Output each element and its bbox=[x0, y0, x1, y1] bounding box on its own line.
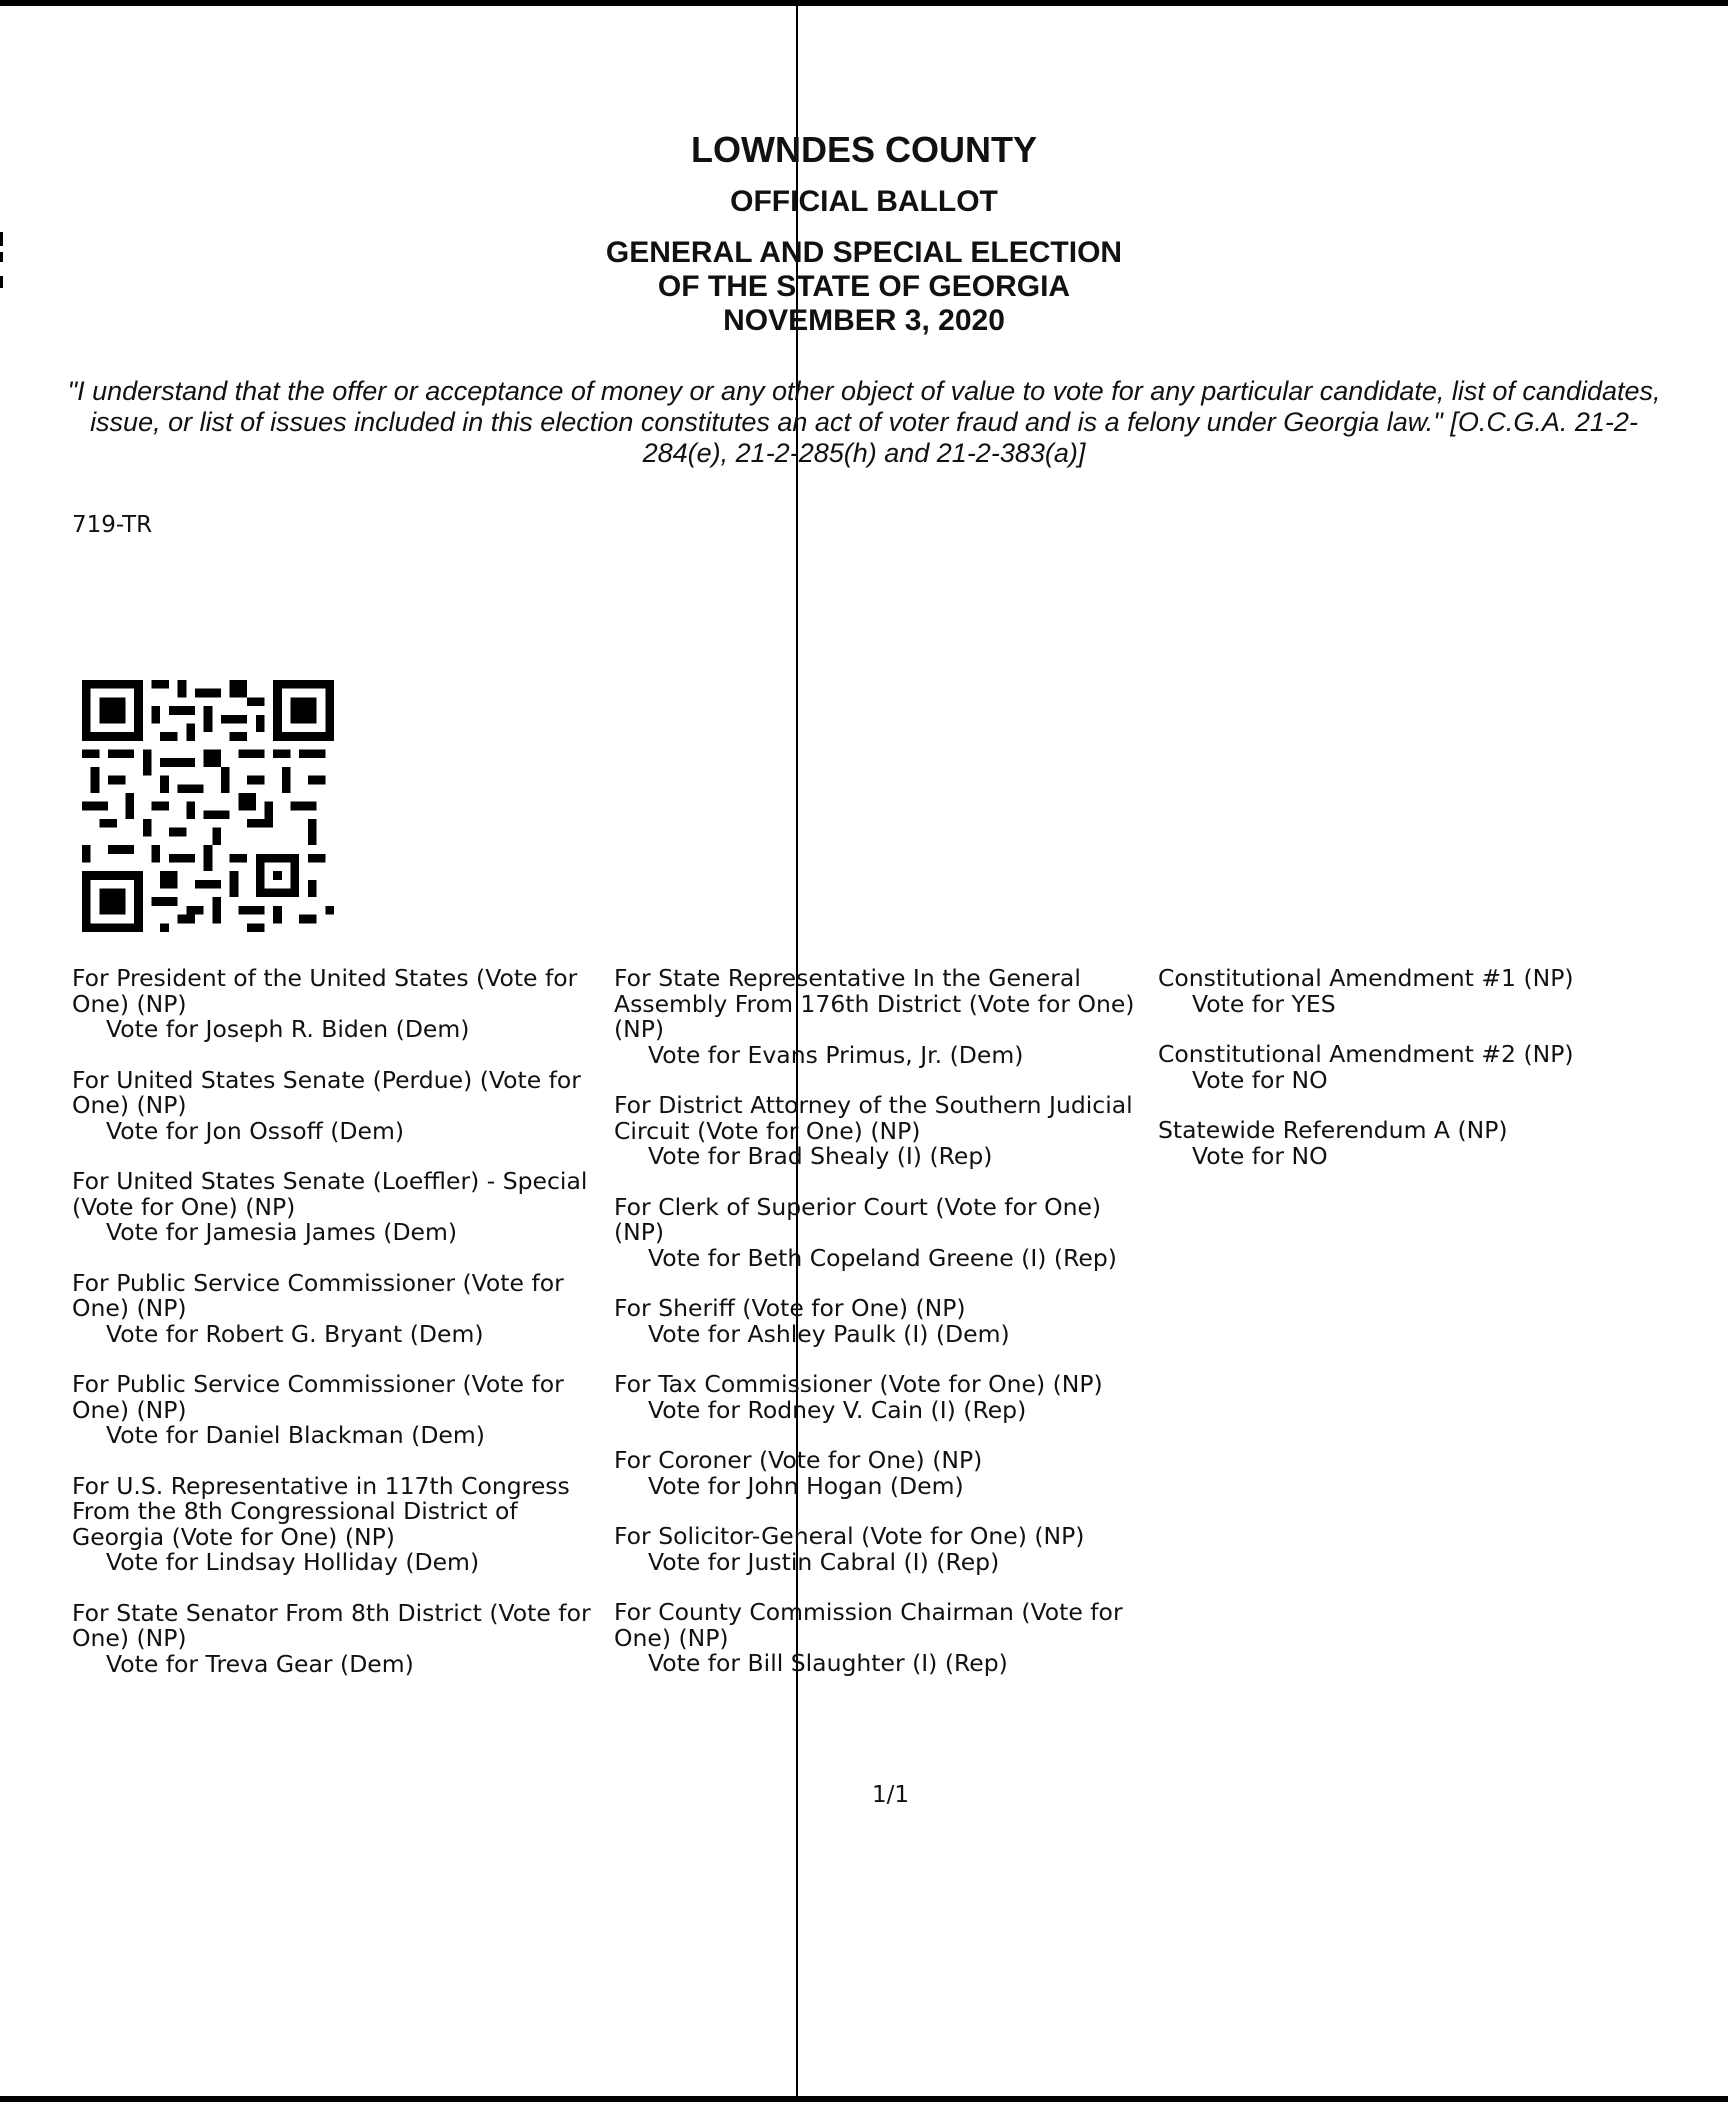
contest bbox=[614, 1372, 1154, 1423]
contest-title: For District Attorney of the Southern Judicial Circuit (Vote for One) (NP) bbox=[614, 1091, 1133, 1145]
contest-vote: Vote for Rodney V. Cain (I) (Rep) bbox=[648, 1395, 1027, 1424]
contest bbox=[614, 1192, 1154, 1272]
contest-title: For U.S. Representative in 117th Congress From the 8th Congressional District of Georgia (Vote for One) (NP) bbox=[72, 1471, 570, 1551]
contest-vote: Vote for Robert G. Bryant (Dem) bbox=[106, 1319, 484, 1348]
contest bbox=[72, 1268, 612, 1348]
ballot-header bbox=[0, 128, 1728, 338]
contest bbox=[614, 966, 1154, 1068]
contest-vote: Vote for Brad Shealy (I) (Rep) bbox=[648, 1142, 993, 1170]
contest bbox=[1158, 1118, 1658, 1169]
election-date: NOVEMBER 3, 2020 bbox=[723, 304, 1005, 337]
contest-vote: Vote for Ashley Paulk (I) (Dem) bbox=[648, 1319, 1010, 1348]
contest-vote: Vote for Bill Slaughter (I) (Rep) bbox=[648, 1649, 1008, 1677]
contest bbox=[614, 1524, 1154, 1575]
contest bbox=[1158, 1042, 1658, 1093]
contest-vote: Vote for Justin Cabral (I) (Rep) bbox=[648, 1547, 1000, 1576]
contest bbox=[614, 1600, 1154, 1677]
contest-title: For Public Service Commissioner (Vote for One) (NP) bbox=[72, 1268, 564, 1322]
contest-title: For County Commission Chairman (Vote for One) (NP) bbox=[614, 1598, 1123, 1652]
contest-title: Constitutional Amendment #2 (NP) bbox=[1158, 1040, 1574, 1068]
contest bbox=[1158, 966, 1658, 1017]
contest bbox=[72, 1065, 612, 1145]
contest bbox=[72, 966, 612, 1043]
contest bbox=[614, 1296, 1154, 1347]
bottom-border bbox=[0, 2096, 1728, 2102]
contest-column-3 bbox=[1158, 966, 1658, 1194]
contest-vote: Vote for NO bbox=[1192, 1065, 1328, 1094]
election-line-2: OF THE STATE OF GEORGIA bbox=[657, 270, 1071, 303]
contest-title: Constitutional Amendment #1 (NP) bbox=[1158, 964, 1574, 992]
contest-vote: Vote for YES bbox=[1192, 989, 1336, 1018]
contest-title: For President of the United States (Vote for One) (NP) bbox=[72, 964, 578, 1018]
contest bbox=[614, 1448, 1154, 1499]
contest-vote: Vote for Treva Gear (Dem) bbox=[106, 1649, 414, 1678]
contest-title: Statewide Referendum A (NP) bbox=[1158, 1116, 1508, 1144]
contest-title: For Sheriff (Vote for One) (NP) bbox=[614, 1294, 966, 1322]
contest-title: For Public Service Commissioner (Vote for One) (NP) bbox=[72, 1370, 564, 1424]
election-line-1: GENERAL AND SPECIAL ELECTION bbox=[605, 236, 1123, 269]
contest-vote: Vote for Evans Primus, Jr. (Dem) bbox=[648, 1040, 1024, 1069]
contest-vote: Vote for NO bbox=[1192, 1141, 1328, 1170]
contest-vote: Vote for Beth Copeland Greene (I) (Rep) bbox=[648, 1243, 1117, 1272]
contest bbox=[72, 1471, 612, 1576]
voter-oath: "I understand that the offer or acceptance of money or any other object of value to vote for any particular candidate, list of candidates, issue, or list of issues included in this election constitutes an act of voter fraud and is a felony under Georgia law." [O.C.G.A. 21-2-284(e), 21-2-285(h) and 21-2-383(a)] bbox=[67, 376, 1661, 468]
contest-vote: Vote for Lindsay Holliday (Dem) bbox=[106, 1548, 480, 1576]
page-number: 1/1 bbox=[872, 1782, 910, 1808]
contest-vote: Vote for Daniel Blackman (Dem) bbox=[106, 1421, 485, 1449]
contest bbox=[614, 1093, 1154, 1170]
contest-title: For State Representative In the General Assembly From 176th District (Vote for One) (NP) bbox=[614, 964, 1135, 1043]
contest-vote: Vote for Jamesia James (Dem) bbox=[106, 1218, 458, 1246]
contest bbox=[72, 1598, 612, 1678]
county-title: LOWNDES COUNTY bbox=[691, 129, 1037, 170]
ballot-type: OFFICIAL BALLOT bbox=[730, 185, 998, 218]
contest-title: For United States Senate (Loeffler) - Special (Vote for One) (NP) bbox=[72, 1167, 588, 1221]
contest bbox=[72, 1372, 612, 1449]
top-border bbox=[0, 0, 1728, 6]
ballot-style-code: 719-TR bbox=[72, 512, 153, 538]
contest-title: For Tax Commissioner (Vote for One) (NP) bbox=[614, 1370, 1103, 1398]
contest-title: For Clerk of Superior Court (Vote for One) (NP) bbox=[614, 1192, 1102, 1246]
contest-title: For Solicitor-General (Vote for One) (NP) bbox=[614, 1522, 1085, 1550]
contest-vote: Vote for John Hogan (Dem) bbox=[648, 1471, 964, 1500]
contest-title: For United States Senate (Perdue) (Vote for One) (NP) bbox=[72, 1065, 581, 1119]
qr-code-icon bbox=[70, 680, 346, 932]
contest bbox=[72, 1169, 612, 1246]
contest-title: For Coroner (Vote for One) (NP) bbox=[614, 1446, 983, 1474]
contest-vote: Vote for Joseph R. Biden (Dem) bbox=[106, 1015, 470, 1043]
contest-title: For State Senator From 8th District (Vote for One) (NP) bbox=[72, 1598, 591, 1652]
contest-vote: Vote for Jon Ossoff (Dem) bbox=[106, 1116, 405, 1145]
contest-column-1 bbox=[72, 966, 612, 1702]
contest-column-2 bbox=[614, 966, 1154, 1702]
